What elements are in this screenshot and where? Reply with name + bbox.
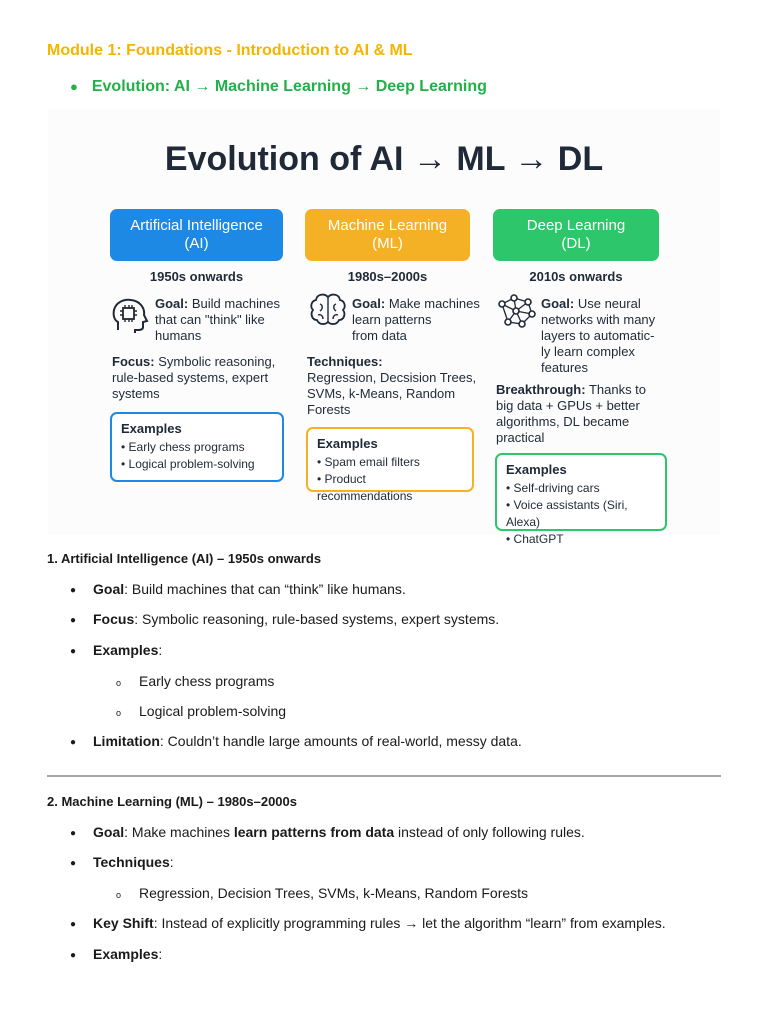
ml-example-item: • Spam email filters	[317, 455, 420, 469]
dl-pill-line2: (DL)	[561, 235, 591, 252]
ml-pill-line2: (ML)	[372, 235, 403, 252]
evolution-text: Evolution: AI → Machine Learning → Deep Learning	[91, 78, 487, 95]
ml-goal: Goal: Make machines learn patterns from data	[352, 296, 480, 343]
neural-network-icon	[496, 292, 536, 330]
dl-examples-box	[495, 453, 667, 546]
ai-example-item: • Logical problem-solving	[121, 457, 255, 471]
ai-example-item: • Early chess programs	[121, 440, 245, 454]
dl-example-item: • Self-driving cars	[506, 481, 600, 495]
section1-focus-item: ● Focus: Symbolic reasoning, rule-based systems, expert systems.	[70, 611, 500, 627]
ml-era: 1980s–2000s	[347, 269, 428, 284]
bullet-icon: ●	[70, 79, 78, 94]
section2-technique-sub: o Regression, Decision Trees, SVMs, k-Means, Random Forests	[116, 885, 529, 901]
section2-examples-item: ● Examples:	[70, 946, 163, 962]
ai-focus: Focus: Symbolic reasoning, rule-based systems, expert systems	[112, 354, 276, 401]
ai-examples-title: Examples	[121, 421, 182, 436]
ml-examples-title: Examples	[317, 436, 378, 451]
horizontal-divider	[47, 775, 721, 777]
dl-header-pill	[493, 209, 659, 261]
section2-goal-item: ● Goal: Make machines learn patterns from data instead of only following rules.	[70, 824, 585, 840]
ml-examples-box	[306, 427, 474, 503]
ai-goal: Goal: Build machines that can "think" like humans	[155, 296, 281, 343]
section1-example-sub: o Logical problem-solving	[116, 703, 287, 719]
evolution-infographic	[48, 110, 720, 546]
section1-examples-item: ● Examples:	[70, 642, 163, 658]
ai-examples-box	[110, 412, 284, 482]
section2-keyshift-item: ● Key Shift: Instead of explicitly programming rules → let the algorithm “learn” from examples.	[70, 915, 666, 931]
section2-techniques-item: ● Techniques:	[70, 854, 174, 870]
ai-era: 1950s onwards	[149, 269, 244, 284]
dl-era: 2010s onwards	[529, 269, 623, 284]
dl-example-item: • Voice assistants (Siri, Alexa)	[506, 498, 628, 529]
section1-limitation-item: ● Limitation: Couldn’t handle large amounts of real-world, messy data.	[70, 733, 522, 749]
ai-pill-line2: (AI)	[184, 235, 209, 252]
dl-goal: Goal: Use neural networks with many layers to automatic- ly learn complex features	[541, 296, 656, 375]
section1-example-sub: o Early chess programs	[116, 673, 275, 689]
head-chip-icon	[110, 296, 150, 336]
ml-pill-line1: Machine Learning	[327, 217, 448, 234]
brain-icon	[308, 292, 348, 328]
section1-goal-item: ● Goal: Build machines that can “think” like humans.	[70, 581, 406, 597]
module-title: Module 1: Foundations - Introduction to AI & ML	[47, 42, 413, 59]
section1-heading: 1. Artificial Intelligence (AI) – 1950s onwards	[47, 551, 322, 566]
ai-header-pill	[110, 209, 283, 261]
dl-example-item: • ChatGPT	[506, 532, 564, 546]
ai-pill-line1: Artificial Intelligence	[130, 217, 263, 234]
ml-example-item: • Product recommendations	[317, 472, 413, 503]
section2-heading: 2. Machine Learning (ML) – 1980s–2000s	[47, 794, 297, 809]
infographic-title: Evolution of AI → ML → DL	[164, 140, 604, 178]
ml-header-pill	[305, 209, 470, 261]
ml-techniques: Techniques: Regression, Decsision Trees, SVMs, k-Means, Random Forests	[307, 354, 477, 417]
dl-breakthrough: Breakthrough: Thanks to big data + GPUs + better algorithms, DL became practical	[496, 382, 647, 445]
dl-examples-title: Examples	[506, 462, 567, 477]
evolution-bullet	[70, 78, 487, 96]
dl-pill-line1: Deep Learning	[526, 217, 626, 234]
